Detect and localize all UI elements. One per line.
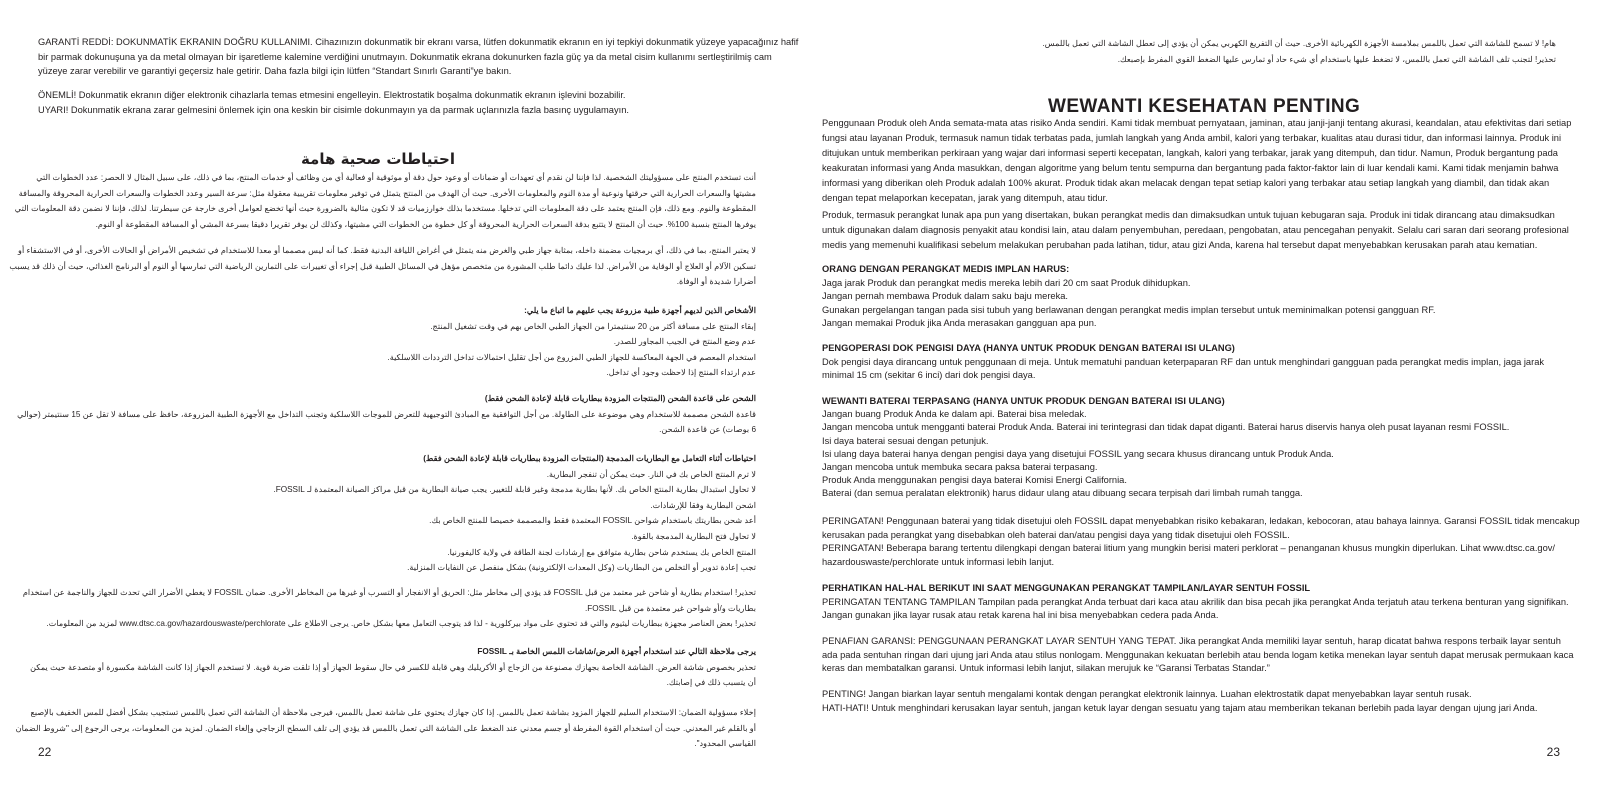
text-line: Jangan mencoba untuk membuka secara paksa baterai terpasang.	[822, 462, 1098, 473]
text-line: PERINGATAN TENTANG TAMPILAN Tampilan pada perangkat Anda terbuat dari kaca atau akrilik dan bisa pecah jika perangkat Anda terjatuh atau terkena benturan yang signifikan.	[822, 596, 1569, 607]
arabic-display-section	[30, 644, 756, 691]
text-line: Produk, termasuk perangkat lunak apa pun yang disertakan, bukan perangkat medis dan dimaksudkan untuk tujuan kebugaran saja. Produk ini tidak dirancang atau dimaksudkan	[822, 210, 1555, 220]
page-number: 23	[1546, 745, 1560, 759]
text-line: Jangan memakai Produk jika Anda merasakan gangguan apa pun.	[822, 318, 1097, 328]
text-line: keakuratan informasi yang Anda masukkan, dengan algoritme yang belum tentu sempurna dan bergantung pada faktor-faktor lain di luar kendali kami. Kami tidak menjamin bahwa	[822, 163, 1559, 174]
text-line: PERINGATAN! Penggunaan baterai yang tidak disetujui oleh FOSSIL dapat menyebabkan risiko kebakaran, ledakan, kebocoran, atau bahaya lainnya. Garansi FOSSIL tidak mencakup	[822, 516, 1580, 526]
section-heading: PERHATIKAN HAL-HAL BERIKUT INI SAAT MENGGUNAKAN PERANGKAT TAMPILAN/LAYAR SENTUH FOSSIL	[822, 583, 1311, 593]
arabic-warning-section	[23, 585, 756, 632]
text-line: PENTING! Jangan biarkan layar sentuh mengalami kontak dengan perangkat elektronik lainnya. Luahan elektrostatik dapat menyebabkan layar sentuh rusak.	[822, 689, 1472, 699]
text-line: Jangan buang Produk Anda ke dalam api. Baterai bisa meledak.	[822, 409, 1087, 420]
text-line: لا ترم المنتج الخاص بك في النار. حيث يمكن أن تنفجر البطارية.	[546, 469, 756, 479]
text-line: keras dan membatalkan garansi. Untuk informasi lebih lanjut, silakan merujuk ke “Garansi Terbatas Standar.”	[822, 663, 1270, 673]
medical-disclaimer-paragraph	[822, 208, 1569, 253]
text-line: minimal 15 cm (sekitar 6 inci) dari dok pengisi daya.	[822, 370, 1036, 380]
text-line: لا تحاول استبدال بطارية المنتج الخاص بك. لأنها بطارية مدمجة وغير قابلة للتغيير. يجب صيانة البطارية من قبل مراكز الصيانة المعتمدة لـ FOSSIL.	[273, 485, 756, 495]
touchscreen-warnings	[822, 688, 1537, 715]
text-line: المنتج الخاص بك يستخدم شاحن بطارية متوافق مع إرشادات لجنة الطاقة في ولاية كاليفورنيا.	[447, 547, 756, 557]
section-heading: الأشخاص الذين لديهم أجهزة طبية مزروعة يجب عليهم ما اتباع ما يلي:	[524, 306, 756, 315]
section-heading: احتياطات أثناء التعامل مع البطاريات المدمجة (المنتجات المزودة ببطاريات قابلة لإعادة الشحن فقط)	[423, 454, 756, 463]
text-line: تحذير! بعض العناصر مجهزة ببطاريات ليثيوم والتي قد تحتوي على مواد بيركلورية - لذا قد يتوجب التعامل معها بشكل خاص. يرجى الاطلاع على www.dtsc.ca.gov/hazardouswaste/perchlorate لمزيد من المعلومات.	[46, 619, 756, 629]
text-line: عدم وضع المنتج في الجيب المجاور للصدر.	[613, 337, 756, 347]
section-heading: PENGOPERASI DOK PENGISI DAYA (HANYA UNTUK PRODUK DENGAN BATERAI ISI ULANG)	[822, 343, 1235, 353]
text-line: تجب إعادة تدوير أو التخلص من البطاريات (وكل المعدات الإلكترونية) بشكل منفصل عن النفايات المنزلية.	[407, 563, 756, 573]
text-line: bir parmak dokunuşuna ya da metal olmayan bir işaretleme kalemine verdiğini unutmayın. Dokunmatik ekrana dokunurken fazla güç ya da metal cisim kullanımı sertleştirilmiş cam	[38, 51, 772, 62]
text-line: PERINGATAN! Beberapa barang tertentu dilengkapi dengan baterai litium yang mungkin berisi materi perklorat – penanganan khusus mungkin diperlukan. Lihat www.dtsc.ca.gov/	[822, 543, 1555, 553]
text-line: يوفرها المنتج بنسبة 100%. حيث أن المنتج لا يتتبع بدقة السعرات الحرارية المحروقة أو كل خطوة من الخطوات التي مشيتها، وكذلك لن يوفر تقريرا دقيقا بسرعة المشي أو المسافة المقطوعة أو النوم.	[95, 219, 756, 229]
text-line: hazardouswaste/perchlorate untuk informasi lebih lanjut.	[822, 556, 1055, 567]
text-line: yüzeye zarar verebilir ve garantiyi geçersiz hale getirir. Daha fazla bilgi için lütfen “Standart Sınırlı Garanti”ye bakın.	[38, 66, 512, 77]
text-line: لا تحاول فتح البطارية المدمجة بالقوة.	[631, 531, 756, 541]
text-line: أنت تستخدم المنتج على مسؤوليتك الشخصية. لذا فإننا لن نقدم أي تعهدات أو ضمانات أو وعود حول دقة أو موثوقية أو فعالية أي من وظائف أو خدمات المنتج، بما في ذلك، على سبيل المثال لا الحصر: عدد الخطوات التي	[36, 173, 756, 182]
text-line: Dok pengisi daya dirancang untuk penggunaan di meja. Untuk mematuhi panduan keterpaparan RF dan untuk menghindari gangguan pada perangkat medis implan, jaga jarak	[822, 356, 1545, 367]
battery-section	[822, 395, 1509, 501]
text-line: تسكين الآلام أو العلاج أو الوقاية من الأمراض. لذا عليك دائما طلب المشورة من متخصص مؤهل في المسائل الطبية قبل إجراء أي تغييرات على التمارين الرياضية التي تمارسها أو النوم أو البرنامج الغذائي، حيث أن ذلك قد يسبب	[9, 261, 756, 271]
text-line: ada pada sentuhan ringan dari ujung jari Anda atau stilus nonlogam. Menggunakan kekuatan berlebih atau benda logam ketika menekan layar sentuh dapat merusak permukaan kaca	[822, 649, 1574, 660]
text-line: Gunakan pergelangan tangan pada sisi tubuh yang berlawanan dengan perangkat medis implan tersebut untuk meminimalkan potensi gangguan RF.	[822, 304, 1436, 315]
text-line: PENAFIAN GARANSI: PENGGUNAAN PERANGKAT LAYAR SENTUH YANG TEPAT. Jika perangkat Anda memiliki layar sentuh, harap dicatat bahwa respons terbaik layar sentuh	[822, 636, 1561, 646]
text-line: 6 بوصات) عن قاعدة الشحن.	[659, 425, 756, 435]
text-line: Produk Anda menggunakan pengisi daya baterai Komisi Energi California.	[822, 475, 1127, 486]
text-line: dengan tepat melaporkan kecepatan, jarak yang ditempuh, atau tidur.	[822, 193, 1108, 204]
text-line: بطاريات و/أو شواحن غير معتمدة من قبل FOSSIL.	[585, 603, 756, 613]
text-line: untuk digunakan dalam diagnosis penyakit atau kondisi lain, atau dalam penyembuhan, peredaan, pengobatan, atau pencegahan penyakit. Selalu cari saran dari seorang profesional	[822, 225, 1569, 236]
tr-notice-paragraph	[38, 35, 798, 79]
text-line: تحذير! استخدام بطارية أو شاحن غير معتمد من قبل FOSSIL قد يؤدي إلى مخاطر مثل: الحريق أو الانفجار أو التسرب أو غيرها من المخاطر الأخرى. ضمان FOSSIL لا يغطي الأضرار التي تحدث للجهاز والناجمة عن استخدام	[22, 588, 756, 597]
arabic-charging-section	[17, 391, 756, 438]
arabic-title: احتياطات صحية هامة	[300, 150, 455, 168]
warranty-disclaimer	[822, 635, 1574, 676]
battery-warnings	[822, 515, 1580, 569]
tr-warning-paragraph	[38, 88, 629, 117]
intro-paragraph	[822, 116, 1571, 207]
text-line: هام! لا تسمح للشاشة التي تعمل باللمس بملامسة الأجهزة الكهربائية الأخرى. حيث أن التفريغ الكهربي يمكن أن يؤدي إلى تعطل الشاشة التي تعمل باللمس.	[1042, 39, 1556, 48]
text-line: أعد شحن بطاريتك باستخدام شواحن FOSSIL المعتمدة فقط والمصممة خصيصا للمنتج الخاص بك.	[429, 516, 756, 526]
section-heading: WEWANTI BATERAI TERPASANG (HANYA UNTUK PRODUK DENGAN BATERAI ISI ULANG)	[822, 396, 1225, 406]
section-heading: ORANG DENGAN PERANGKAT MEDIS IMPLAN HARUS:	[822, 264, 1070, 274]
text-line: اشحن البطارية وفقا للإرشادات.	[650, 500, 756, 510]
arabic-battery-section	[273, 451, 756, 576]
display-section	[822, 582, 1569, 623]
text-line: Baterai (dan semua peralatan elektronik) harus didaur ulang atau dibuang secara terpisah dari limbah rumah tangga.	[822, 488, 1303, 499]
section-heading: الشحن على قاعدة الشحن (المنتجات المزودة ببطاريات قابلة لإعادة الشحن فقط)	[484, 394, 756, 403]
text-line: Penggunaan Produk oleh Anda semata-mata atas risiko Anda sendiri. Kami tidak membuat pernyataan, jaminan, atau janji-janji tentang akurasi, keandalan, atau efektivitas dari setiap	[822, 118, 1572, 128]
text-line: تحذير بخصوص شاشة العرض. الشاشة الخاصة بجهازك مصنوعة من الزجاج أو الأكريليك وهي قابلة للكسر في حال سقوط الجهاز أو إذا تلقت ضربة قوية. لا تستخدم الجهاز إذا كانت الشاشة مكسورة أو متصدعة حيث يمكن	[30, 662, 756, 672]
text-line: Isi ulang daya baterai hanya dengan pengisi daya yang disetujui FOSSIL yang secara khusus dirancang untuk Produk Anda.	[822, 448, 1334, 459]
text-line: القياسي المحدود".	[694, 739, 756, 749]
page-title: WEWANTI KESEHATAN PENTING	[1048, 96, 1361, 117]
text-line: عدم ارتداء المنتج إذا لاحظت وجود أي تداخل.	[606, 368, 756, 378]
text-line: أو بالقلم غير المعدني. حيث أن استخدام القوة المفرطة أو جسم معدني عند الضغط على الشاشة التي تعمل باللمس قد يؤدي إلى تلف السطح الزجاجي وإلغاء الضمان. لمزيد من المعلومات، يرجى الرجوع إلى "شروط الضمان	[15, 723, 756, 733]
arabic-top-notice	[1042, 36, 1556, 67]
arabic-paragraph-2	[9, 243, 756, 290]
implant-section	[822, 263, 1436, 331]
text-line: أن يتسبب ذلك في إصابتك.	[666, 678, 756, 688]
text-line: HATI-HATI! Untuk menghindari kerusakan layar sentuh, jangan ketuk layar dengan sesuatu yang tajam atau memberikan tekanan berlebih pada layar dengan ujung jari Anda.	[822, 702, 1538, 713]
text-line: Isi daya baterai sesuai dengan petunjuk.	[822, 435, 989, 446]
text-line: أضرارا شديدة أو الوفاة.	[676, 277, 756, 287]
right-page	[800, 0, 1600, 800]
text-line: GARANTİ REDDİ: DOKUNMATİK EKRANIN DOĞRU KULLANIMI. Cihazınızın dokunmatik bir ekranı varsa, lütfen dokunmatik ekranın en iyi tepkiyi dokunmatik yüzeye yapacağınız hafif	[38, 37, 799, 47]
text-line: استخدام المعصم في الجهة المعاكسة للجهاز الطبي المزروع من أجل تقليل احتمالات تداخل الترددات اللاسلكية.	[387, 352, 756, 362]
text-line: Jangan gunakan jika layar rusak atau retak karena hal ini bisa menyebabkan cedera pada Anda.	[822, 610, 1219, 620]
text-line: ditujukan untuk memberikan perkiraan yang wajar dari informasi seperti kecepatan, langkah, kalori yang terbakar, jarak yang ditempuh, dan tidur. Namun, Produk bergantung pada	[822, 148, 1558, 159]
text-line: Jangan pernah membawa Produk dalam saku baju mereka.	[822, 291, 1068, 301]
arabic-paragraph-1	[15, 170, 756, 232]
text-line: إخلاء مسؤولية الضمان: الاستخدام السليم للجهاز المزود بشاشة تعمل باللمس. إذا كان جهازك يحتوي على شاشة تعمل باللمس، فيرجى ملاحظة أن الشاشة التي تعمل باللمس تستجيب بشكل أفضل للمس الخفيف بالإصبع	[30, 708, 756, 717]
section-heading: يرجى ملاحظة التالي عند استخدام أجهزة العرض/شاشات اللمس الخاصة بـ FOSSIL	[477, 647, 756, 656]
text-line: medis yang memenuhi kualifikasi sebelum melakukan perubahan pada latihan, tidur, atau gizi Anda, karena hal tersebut dapat menyebabkan kerusakan parah atau kematian.	[822, 240, 1538, 251]
text-line: Jangan mencoba untuk mengganti baterai Produk Anda. Baterai ini terintegrasi dan tidak dapat diganti. Baterai harus diservis hanya oleh pusat layanan resmi FOSSIL.	[822, 422, 1510, 433]
dock-section	[822, 342, 1544, 383]
text-line: قاعدة الشحن مصممة للاستخدام وهي موضوعة على الطاولة. من أجل التوافقية مع المبادئ التوجيهية للتعرض للموجات اللاسلكية وتجنب التداخل مع الأجهزة الطبية المزروعة، حافظ على مسافة لا تقل عن 15 سنتيمتر (حوالي	[17, 409, 756, 419]
text-line: مشيتها والسعرات الحرارية التي حرقتها ونوعية أو مدة النوم والمعلومات الأخرى. حيث أن الهدف من المنتج يتمثل في توفير معلومات تقريبية معقولة مثل: سرعة السير وعدد الخطوات والسعرات الحرارية المحروقة والمسافة	[18, 188, 756, 198]
text-line: UYARI! Dokunmatik ekrana zarar gelmesini önlemek için ona keskin bir cisimle dokunmayın ya da parmak uçlarınızla fazla basınç uygulamayın.	[38, 104, 629, 115]
text-line: تحذير! لتجنب تلف الشاشة التي تعمل باللمس، لا تضغط عليها باستخدام أي شيء حاد أو تمارس عليها الضغط القوي المفرط بإصبعك.	[1117, 54, 1556, 64]
text-line: kerusakan pada perangkat yang disebabkan oleh baterai dan/atau pengisi daya yang tidak disetujui oleh FOSSIL.	[822, 529, 1290, 540]
arabic-implant-section	[387, 303, 756, 381]
text-line: المقطوعة والنوم. ومع ذلك، فإن المنتج يعتمد على دقة المعلومات التي تدخلها. مستخدما بذلك خوارزميات قد لا تكون مثالية بالضرورة حيث أنها تخضع لعوامل أخرى خارجة عن سيطرتنا. لذلك، فإننا لا نضمن دقة المعلومات التي	[14, 204, 756, 214]
text-line: إبقاء المنتج على مسافة أكثر من 20 سنتيمترا من الجهاز الطبي الخاص بهم في وقت تشغيل المنتج.	[430, 321, 756, 331]
text-line: ÖNEMLİ! Dokunmatik ekranın diğer elektronik cihazlarla temas etmesini engelleyin. Elektrostatik boşalma dokunmatik ekranın işlevini bozabilir.	[38, 90, 626, 100]
text-line: informasi yang diberikan oleh Produk adalah 100% akurat. Produk tidak akan melacak dengan tepat setiap kalori yang terbakar atau setiap langkah yang diambil, dan tidak akan	[822, 178, 1550, 189]
page-number: 22	[38, 745, 52, 759]
arabic-disclaimer-section	[16, 705, 756, 752]
text-line: fungsi atau layanan Produk, termasuk namun tidak terbatas pada, jumlah langkah yang Anda ambil, kalori yang terbakar, kualitas atau durasi tidur, dan informasi lainnya. Produk ini	[822, 133, 1562, 144]
text-line: Jaga jarak Produk dan perangkat medis mereka lebih dari 20 cm saat Produk dihidupkan.	[822, 277, 1191, 288]
text-line: لا يعتبر المنتج، بما في ذلك، أي برمجيات مضمنة داخله، بمثابة جهاز طبي والغرض منه يتمثل في أغراض اللياقة البدنية فقط. كما أنه ليس مصمما أو معدا للاستخدام في تشخيص الأمراض أو الحالات الأخرى، أو في الاستشفاء أو	[17, 246, 756, 255]
